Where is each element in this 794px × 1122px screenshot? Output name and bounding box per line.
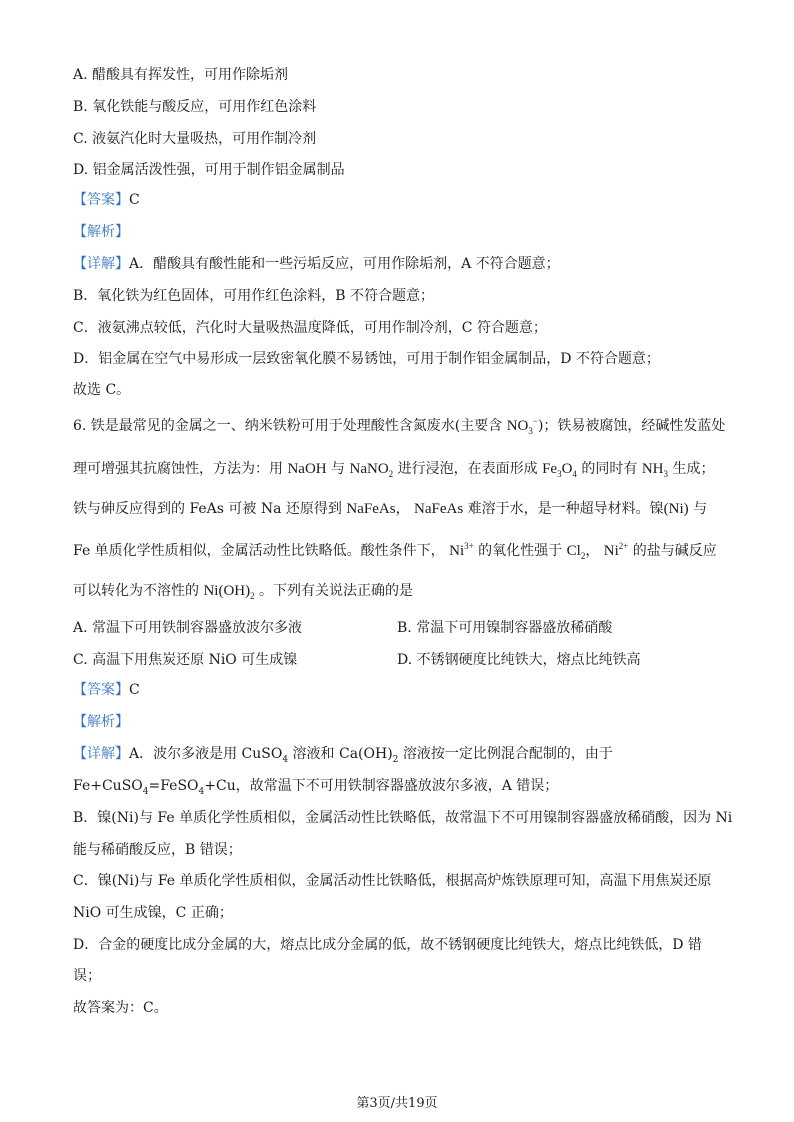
- q6-stem-line-2: [73, 459, 714, 479]
- stem-text: 铁与砷反应得到的 FeAs 可被 Na 还原得到: [73, 501, 347, 517]
- detail-text: 溶液按一定比例混合配制的，由于: [398, 746, 613, 762]
- q5-detail-a: [73, 254, 560, 274]
- subscript: 4: [142, 786, 149, 797]
- formula-no3: $NO_3^-$: [506, 416, 538, 436]
- formula-ni3: $Ni^{3+}$: [449, 541, 474, 559]
- formula-ni2: $Ni^{2+}$: [603, 541, 629, 559]
- subscript: 4: [282, 754, 289, 765]
- detail-text: A．波尔多液是用 CuSO: [129, 746, 283, 762]
- formula-nafeas: NaFeAs: [414, 501, 464, 517]
- stem-text: 难溶于水，是一种超导材料。镍: [463, 501, 664, 517]
- stem-text: ，: [395, 501, 415, 517]
- q6-option-c: C. 高温下用焦炭还原 NiO 可生成镍: [73, 652, 298, 668]
- detail-tag: 【详解】: [73, 256, 129, 272]
- answer-tag: 【答案】: [73, 682, 129, 698]
- subscript: 4: [198, 786, 205, 797]
- q5-conclusion: 故选 C。: [73, 382, 131, 398]
- q6-detail-b-1: B．镍(Ni)与 Fe 单质化学性质相似，金属活动性比铁略低，故常温下不可用镍制容器盛放稀硝酸，因为 Ni: [73, 810, 733, 826]
- detail-text: =FeSO: [148, 778, 199, 794]
- stem-text: )；铁易被腐蚀，经碱性发蓝处: [537, 418, 726, 434]
- q5-analysis-tag: [73, 222, 129, 242]
- q5-detail-c: C．液氨沸点较低，汽化时大量吸热温度降低，可用作制冷剂，C 符合题意；: [73, 320, 547, 336]
- detail-text: A．醋酸具有酸性能和一些污垢反应，可用作除垢剂，A 不符合题意；: [129, 256, 560, 272]
- formula-nano2: NaNO$_2$: [349, 461, 394, 479]
- q6-detail-c-2: NiO 可生成镍，C 正确；: [73, 905, 233, 921]
- analysis-tag: 【解析】: [73, 714, 129, 730]
- stem-text: 。下列有关说法正确的是: [254, 583, 414, 599]
- formula-naoh: NaOH: [287, 461, 327, 477]
- formula-fe3o4: $Fe_3O_4$: [542, 461, 577, 479]
- formula-cl2: $Cl_2$: [566, 543, 586, 561]
- q5-detail-b: B．氧化铁为红色固体，可用作红色涂料，B 不符合题意；: [73, 288, 435, 304]
- analysis-tag: 【解析】: [73, 224, 129, 240]
- formula-nh3: $NH_3$: [641, 461, 668, 479]
- stem-text: 生成；: [668, 461, 715, 477]
- page-footer: 第3页/共19页: [356, 1096, 438, 1111]
- q6-detail-c-1: C．镍(Ni)与 Fe 单质化学性质相似，金属活动性比铁略低，根据高炉炼铁原理可知，高温下用焦炭还原: [73, 873, 712, 889]
- formula-ni: (Ni): [663, 501, 689, 517]
- stem-text: 的同时有: [576, 461, 642, 477]
- q6-options-row-2: [73, 650, 733, 670]
- q5-option-c: C. 液氨汽化时大量吸热，可用作制冷剂: [73, 131, 317, 147]
- stem-text: 进行浸泡，在表面形成: [393, 461, 543, 477]
- q6-detail-b-2: 能与稀硝酸反应，B 错误；: [73, 842, 242, 858]
- answer-value: C: [129, 192, 140, 208]
- q6-detail-d-2: 误；: [73, 968, 101, 984]
- q6-conclusion: 故答案为：C。: [73, 1000, 168, 1016]
- q6-detail-d-1: D．合金的硬度比成分金属的大，熔点比成分金属的低，故不锈钢硬度比纯铁大，熔点比纯铁低，D 错: [73, 937, 702, 953]
- detail-text: +Cu，故常温下不可用铁制容器盛放波尔多液，A 错误；: [204, 778, 559, 794]
- answer-value: C: [129, 682, 140, 698]
- detail-text: Fe+CuSO: [73, 778, 143, 794]
- q6-stem-line-5: [73, 581, 413, 601]
- q6-options-row-1: [73, 618, 733, 638]
- stem-text: 6. 铁是最常见的金属之一、纳米铁粉可用于处理酸性含氮废水(主要含: [73, 418, 507, 434]
- formula-nafeas: NaFeAs: [346, 501, 396, 517]
- q6-analysis-tag: [73, 712, 129, 732]
- q5-option-d: D. 铝金属活泼性强，可用于制作铝金属制品: [73, 162, 345, 178]
- q6-option-d: D. 不锈钢硬度比纯铁大，熔点比纯铁高: [397, 652, 641, 668]
- stem-text: 与: [326, 461, 350, 477]
- subscript: 2: [392, 754, 399, 765]
- q6-option-b: B. 常温下可用镍制容器盛放稀硝酸: [397, 620, 613, 636]
- q5-answer-line: [73, 190, 140, 210]
- q6-detail-a-1: [73, 744, 613, 764]
- q6-detail-a-2: [73, 776, 558, 796]
- stem-text: 可以转化为不溶性的: [73, 583, 204, 599]
- q6-option-a: A. 常温下可用铁制容器盛放波尔多液: [73, 620, 303, 636]
- q6-stem-line-3: [73, 499, 707, 519]
- detail-tag: 【详解】: [73, 746, 129, 762]
- stem-text: ，: [585, 543, 604, 559]
- detail-text: 溶液和 Ca(OH): [288, 746, 393, 762]
- stem-text: 与: [688, 501, 708, 517]
- q5-option-b: B. 氧化铁能与酸反应，可用作红色涂料: [73, 99, 317, 115]
- stem-text: 理可增强其抗腐蚀性，方法为：用: [73, 461, 288, 477]
- stem-text: Fe 单质化学性质相似，金属活动性比铁略低。酸性条件下，: [73, 543, 450, 559]
- q6-stem-line-1: [73, 416, 725, 436]
- stem-text: 的盐与碱反应: [628, 543, 717, 559]
- stem-text: 的氧化性强于: [473, 543, 567, 559]
- q5-detail-d: D．铝金属在空气中易形成一层致密氧化膜不易锈蚀，可用于制作铝金属制品，D 不符合题意；: [73, 351, 660, 367]
- formula-nioh2: $Ni(OH)_2$: [203, 583, 255, 601]
- answer-tag: 【答案】: [73, 192, 129, 208]
- q6-stem-line-4: [73, 541, 717, 561]
- q6-answer-line: [73, 680, 140, 700]
- q5-option-a: A. 醋酸具有挥发性，可用作除垢剂: [73, 67, 289, 83]
